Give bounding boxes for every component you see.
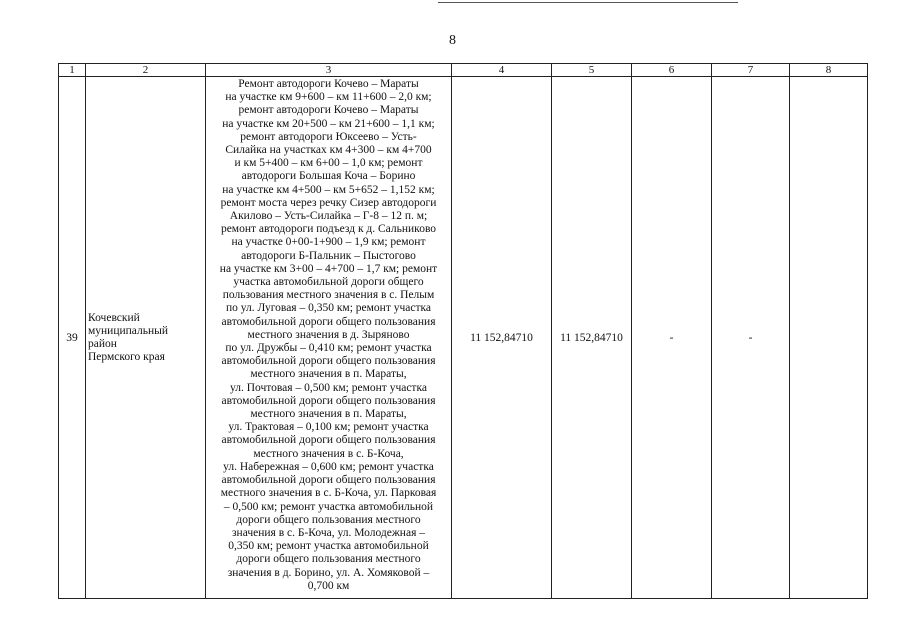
column-header: 3 (206, 64, 452, 77)
description-line: на участке 0+00-1+900 – 1,9 км; ремонт (231, 236, 426, 249)
column-header: 7 (712, 64, 790, 77)
description-line: Силайка на участках км 4+300 – км 4+700 (225, 144, 432, 157)
description-line: автомобильной дороги общего пользования (221, 434, 436, 447)
description-line: автомобильной дороги общего пользования (221, 394, 436, 407)
description-line: – 0,500 км; ремонт участка автомобильной (223, 500, 434, 513)
description-line: значения в д. Борино, ул. А. Хомяковой – (227, 566, 430, 579)
district-name (88, 312, 205, 364)
description-line: пользования местного значения в с. Пелым (222, 289, 435, 302)
description-line: местного значения в д. Зыряново (247, 328, 410, 341)
column-header: 1 (59, 64, 86, 77)
description-line: 0,700 км (307, 579, 350, 592)
column-header: 2 (86, 64, 206, 77)
description-line: автодороги Большая Коча – Борино (241, 170, 416, 183)
description-line: ремонт автодороги Юксеево – Усть- (240, 130, 417, 143)
description-line: местного значения в с. Б-Коча, (253, 447, 404, 460)
description-line: автомобильной дороги общего пользования (221, 355, 436, 368)
description-line: ремонт моста через речку Сизер автодороги (220, 196, 437, 209)
header-row (59, 64, 868, 77)
description-line: на участке км 4+500 – км 5+652 – 1,152 км; (222, 183, 435, 196)
description-line: автомобильной дороги общего пользования (221, 315, 436, 328)
description-line: Ремонт автодороги Кочево – Мараты (238, 78, 419, 90)
description-line: ул. Набережная – 0,600 км; ремонт участка (223, 460, 434, 473)
description-line: ремонт автодороги Кочево – Мараты (238, 104, 419, 117)
page-number: 8 (449, 33, 456, 48)
description-line: 0,350 км; ремонт участка автомобильной (228, 540, 429, 553)
amount-col5: 11 152,84710 (552, 77, 632, 599)
description-line: местного значения в п. Мараты, (250, 408, 407, 421)
description-line: автодороги Б-Пальник – Пыстогово (241, 249, 416, 262)
value-col8 (790, 77, 868, 599)
description-line: участка автомобильной дороги общего (233, 276, 424, 289)
row-index: 39 (59, 77, 86, 599)
description-line: дороги общего пользования местного (236, 513, 421, 526)
value-col7: - (712, 77, 790, 599)
column-header: 6 (632, 64, 712, 77)
top-rule (438, 2, 738, 3)
description-line: по ул. Луговая – 0,350 км; ремонт участка (225, 302, 432, 315)
description-line: на участке км 9+600 – км 11+600 – 2,0 км; (225, 91, 432, 104)
description-line: ремонт автодороги подъезд к д. Сальниково (220, 223, 437, 236)
description-line: местного значения в с. Б-Коча, ул. Парковая (220, 487, 437, 500)
column-header: 5 (552, 64, 632, 77)
description-text (206, 78, 451, 593)
value-col6: - (632, 77, 712, 599)
column-header: 8 (790, 64, 868, 77)
district-line: Пермского края (88, 350, 165, 363)
description-line: по ул. Дружбы – 0,410 км; ремонт участка (225, 342, 432, 355)
description-line: на участке км 20+500 – км 21+600 – 1,1 км; (222, 117, 435, 130)
description-line: ул. Трактовая – 0,100 км; ремонт участка (228, 421, 429, 434)
table-row (59, 77, 868, 599)
column-header: 4 (452, 64, 552, 77)
description-line: ул. Почтовая – 0,500 км; ремонт участка (230, 381, 427, 394)
description-line: на участке км 3+00 – 4+700 – 1,7 км; ремонт (219, 262, 438, 275)
description-line: дороги общего пользования местного (236, 553, 421, 566)
description-line: и км 5+400 – км 6+00 – 1,0 км; ремонт (234, 157, 423, 170)
description-cell (206, 77, 452, 599)
amount-col4: 11 152,84710 (452, 77, 552, 599)
district-line: Кочевский (88, 311, 140, 324)
description-line: значения в с. Б-Коча, ул. Молодежная – (232, 526, 425, 539)
data-table (58, 63, 868, 599)
description-line: Акилово – Усть-Силайка – Г-8 – 12 п. м; (229, 210, 428, 223)
description-line: местного значения в п. Мараты, (250, 368, 407, 381)
district-line: район (88, 337, 117, 350)
district-line: муниципальный (88, 324, 169, 337)
district-cell (86, 77, 206, 599)
description-line: автомобильной дороги общего пользования (221, 474, 436, 487)
